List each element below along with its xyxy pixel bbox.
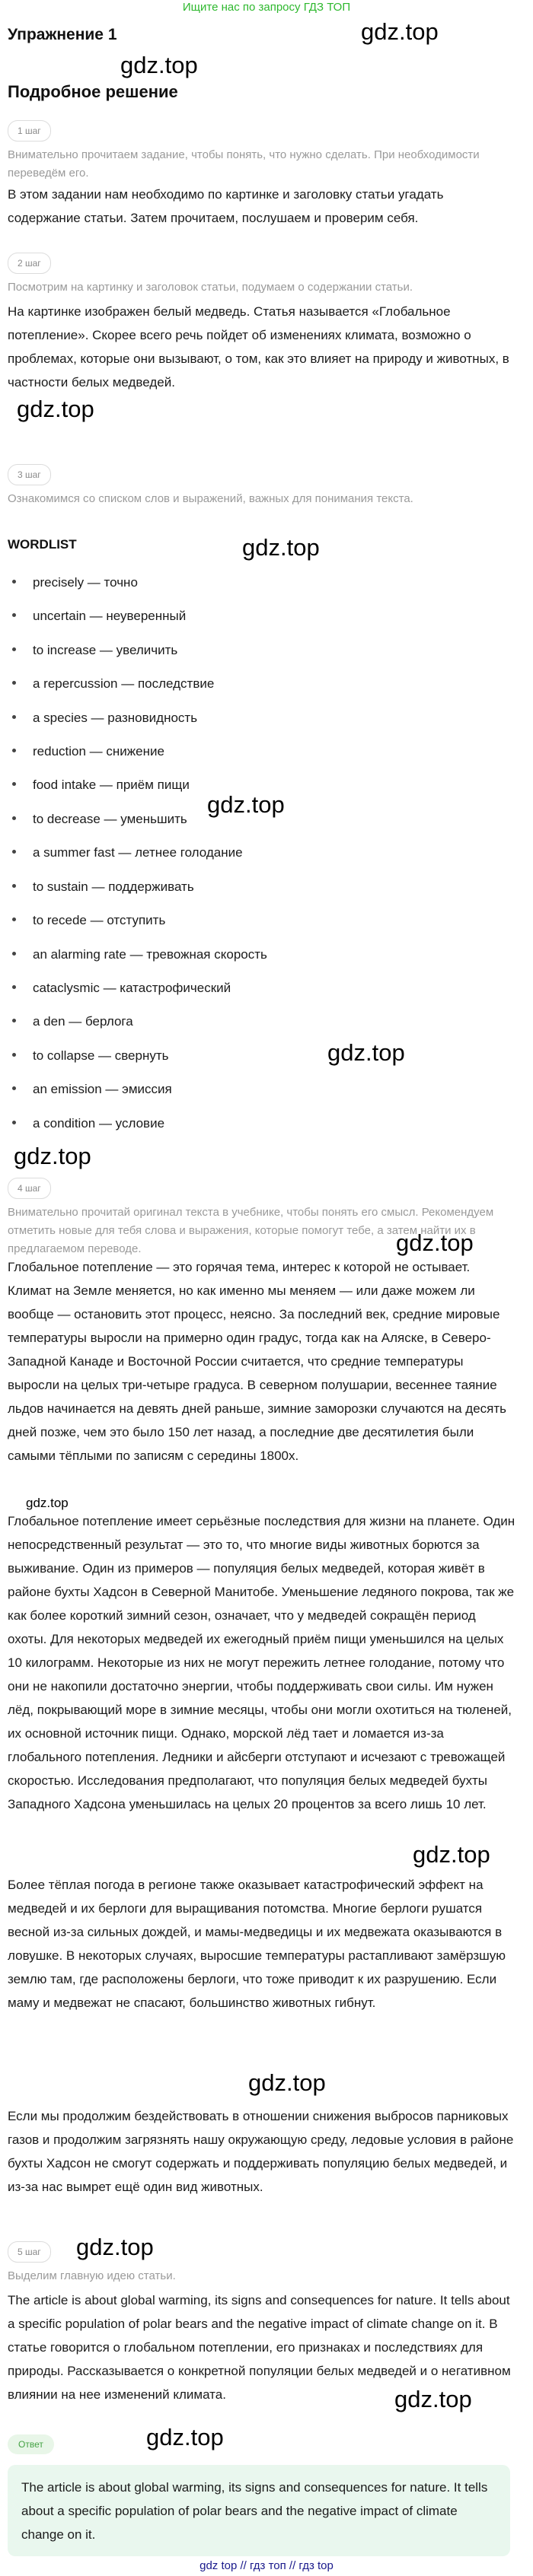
answer-badge: Ответ (8, 2434, 54, 2454)
bullet-icon (12, 816, 16, 820)
wordlist-item: an alarming rate — тревожная скорость (12, 946, 267, 964)
bullet-icon (12, 1121, 16, 1124)
watermark: gdz.top (413, 1841, 490, 1868)
wordlist-item: to sustain — поддерживать (12, 878, 194, 896)
watermark: gdz.top (396, 1229, 474, 1256)
wordlist-item: cataclysmic — катастрофический (12, 979, 231, 997)
wordlist-item: reduction — снижение (12, 743, 164, 761)
search-banner[interactable]: Ищите нас по запросу ГДЗ ТОП (182, 1, 351, 14)
bullet-icon (12, 613, 16, 617)
step-badge-4: 4 шаг (8, 1178, 51, 1199)
watermark: gdz.top (120, 52, 198, 78)
wordlist-item: to increase — увеличить (12, 641, 177, 660)
exercise-title: Упражнение 1 (8, 26, 117, 43)
step-badge-5: 5 шаг (8, 2241, 51, 2263)
bullet-icon (12, 580, 16, 584)
wordlist-item: to collapse — свернуть (12, 1047, 169, 1065)
bullet-icon (12, 884, 16, 888)
bullet-icon (12, 647, 16, 651)
step-text-1: В этом задании нам необходимо по картинке и заголовку статьи угадать содержание статьи. Затем прочитаем, послушаем и проверим себя. (8, 187, 444, 225)
bullet-icon (12, 715, 16, 719)
watermark: gdz.top (76, 2234, 154, 2260)
wordlist-item: a species — разновидность (12, 709, 197, 727)
wordlist-item: to decrease — уменьшить (12, 810, 187, 828)
watermark: gdz.top (248, 2069, 326, 2096)
step-text-4-p2: Глобальное потепление имеет серьёзные последствия для жизни на планете. Один непосредственный результат — это то, что многие виды животных борются за выживание. Один из примеров — популяция белых медведей, которая живёт в районе бухты Хадсон в Северной Манитобе. Уменьшение ледяного покрова, так же как более короткий зимний сезон, означает, что у медведей сокращён период охоты. Для некоторых медведей их ежегодный приём пищи уменьшился на целых 10 килограмм. Некоторые из них не могут пережить летнее голодание, потому что они не накопили достаточно энергии, чтобы поддерживать свои силы. Им нужен лёд, покрывающий море в зимние месяцы, чтобы они могли охотиться на тюленей, их основной источник пищи. Однако, морской лёд тает и ломается из-за глобального потепления. Ледники и айсберги отступают и исчезают с тревожащей скоростью. Исследования предполагают, что популяция белых медведей бухты Западного Хадсона уменьшилась на целых 20 процентов за всего лишь 10 лет. (8, 1514, 515, 1811)
watermark: gdz.top (242, 534, 320, 561)
watermark: gdz.top (394, 2386, 472, 2412)
bullet-icon (12, 985, 16, 989)
solution-title: Подробное решение (8, 82, 178, 101)
wordlist-item: an emission — эмиссия (12, 1080, 172, 1099)
watermark: gdz.top (327, 1039, 405, 1066)
bullet-icon (12, 749, 16, 752)
step-note-5: Выделим главную идею статьи. (8, 2269, 176, 2282)
bullet-icon (12, 1053, 16, 1057)
bullet-icon (12, 1086, 16, 1090)
step-note-4: Внимательно прочитай оригинал текста в учебнике, чтобы понять его смысл. Рекомендуем отметить новые для тебя слова и выражения, которые помогут тебе, а затем найти их в предлагаемом переводе. (8, 1206, 494, 1255)
step-text-4-p1: Глобальное потепление — это горячая тема, интерес к которой не остывает. Климат на Земле меняется, но как именно мы меняем — или даже можем ли вообще — остановить этот процесс, неясно. За последний век, средние мировые температуры выросли на примерно один градус, тогда как на Аляске, в Северо-Западной Канаде и Восточной России считается, что средние температуры выросли на целых три-четыре градуса. В северном полушарии, весеннее таяние льдов начинается на девять дней раньше, зимние заморозки случаются на десять дней позже, чем это было 150 лет назад, а последние две десятилетия были самыми тёплыми по записям с середины 1800х. (8, 1260, 507, 1463)
answer-text: The article is about global warming, its signs and consequences for nature. It tells about a specific population of polar bears and the negative impact of climate change on it. (21, 2480, 488, 2542)
step-badge-3: 3 шаг (8, 464, 51, 485)
step-note-1: Внимательно прочитаем задание, чтобы понять, что нужно сделать. При необходимости переведём его. (8, 148, 480, 180)
watermark: gdz.top (361, 18, 439, 45)
watermark-small: gdz.top (26, 1496, 69, 1510)
bullet-icon (12, 918, 16, 921)
wordlist-item: precisely — точно (12, 574, 138, 592)
wordlist-item: to recede — отступить (12, 911, 165, 930)
step-badge-2: 2 шаг (8, 253, 51, 274)
step-text-4-p4: Если мы продолжим бездействовать в отношении снижения выбросов парниковых газов и продолжим загрязнять нашу окружающую среду, ледовые условия в районе бухты Хадсон не смогут содержать и поддерживать популяцию белых медведей, и из-за нас вымрет ещё один вид животных. (8, 2109, 514, 2194)
step-text-5: The article is about global warming, its signs and consequences for nature. It tells about a specific population of polar bears and the negative impact of climate change on it. В статье говорится о глобальном потеплении, его признаках и последствиях для природы. Рассказывается о конкретной популяции белых медведей и о негативном влиянии на нее изменений климата. (8, 2293, 511, 2402)
step-text-4-p3: Более тёплая погода в регионе также оказывает катастрофический эффект на медведей и их берлоги для выращивания потомства. Многие берлоги рушатся весной из-за сильных дождей, и мамы-медведицы и их медвежата оказываются в ловушке. В некоторых случаях, выросшие температуры растапливают замёрзшую землю там, где расположены берлоги, что тоже приводит к их разрушению. Если маму и медвежат не спасают, большинство животных гибнут. (8, 1878, 506, 2010)
watermark: gdz.top (14, 1143, 91, 1169)
watermark: gdz.top (146, 2424, 224, 2450)
watermark: gdz.top (17, 396, 94, 422)
watermark: gdz.top (207, 791, 285, 818)
wordlist-title: WORDLIST (8, 537, 77, 552)
step-note-3: Ознакомимся со списком слов и выражений, важных для понимания текста. (8, 492, 413, 505)
wordlist-item: uncertain — неуверенный (12, 607, 186, 625)
step-note-2: Посмотрим на картинку и заголовок статьи, подумаем о содержании статьи. (8, 281, 413, 294)
bullet-icon (12, 681, 16, 685)
wordlist-item: a repercussion — последствие (12, 675, 214, 693)
wordlist-item: a condition — условие (12, 1115, 164, 1133)
bullet-icon (12, 952, 16, 956)
bullet-icon (12, 1019, 16, 1022)
footer-links[interactable]: gdz top // гдз топ // гдз top (199, 2559, 334, 2572)
wordlist-item: a den — берлога (12, 1013, 133, 1031)
wordlist-item: a summer fast — летнее голодание (12, 844, 243, 862)
wordlist-item: food intake — приём пищи (12, 776, 190, 794)
step-text-2: На картинке изображен белый медведь. Статья называется «Глобальное потепление». Скорее всего речь пойдет об изменениях климата, возможно о проблемах, которые они вызывают, о том, как это влияет на природу и животных, в частности белых медведей. (8, 304, 509, 390)
step-badge-1: 1 шаг (8, 120, 51, 142)
bullet-icon (12, 782, 16, 786)
bullet-icon (12, 850, 16, 854)
answer-box (8, 2465, 510, 2556)
